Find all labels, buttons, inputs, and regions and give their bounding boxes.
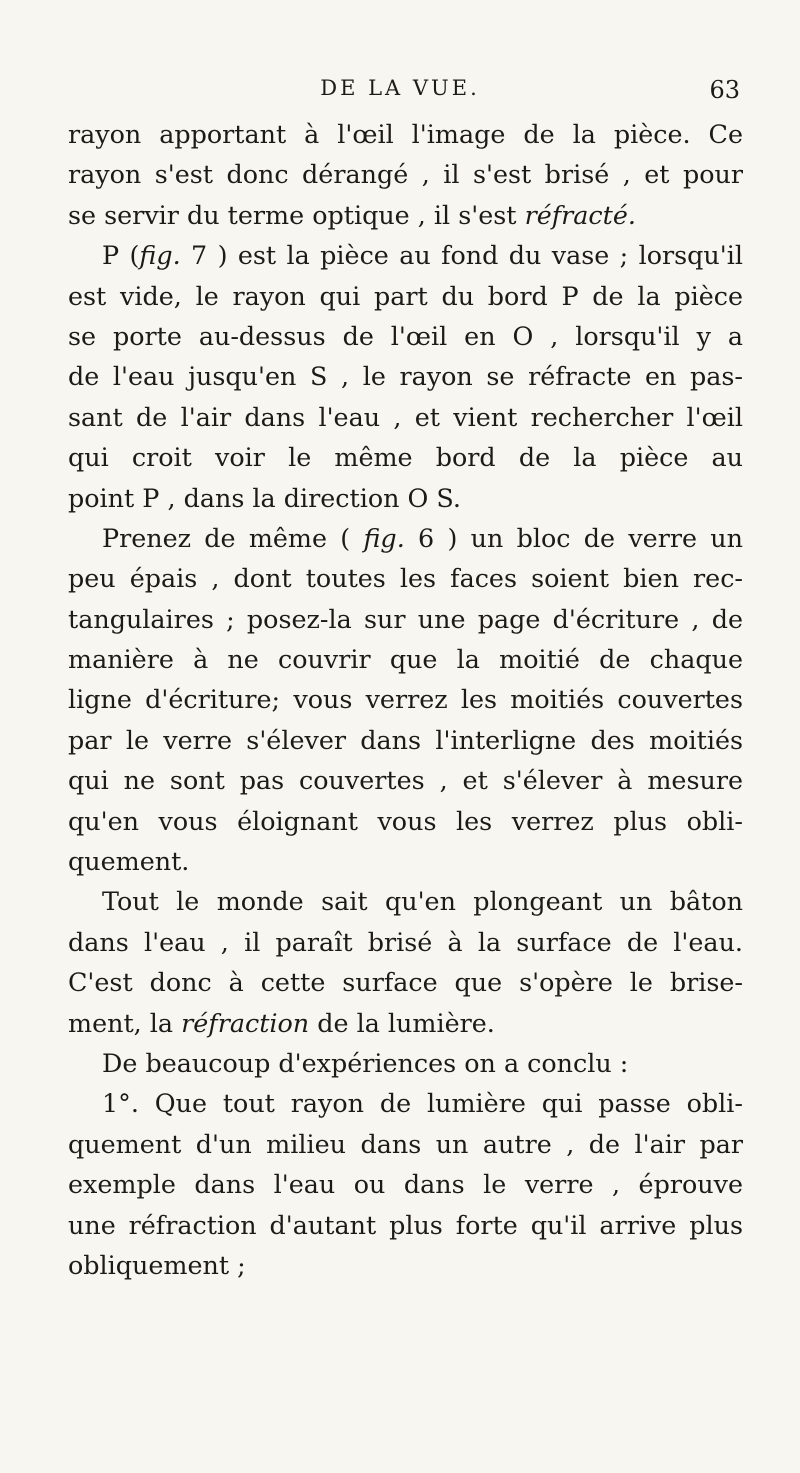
- text-line: ligne d'écriture; vous verrez les moitiés couvertes: [68, 684, 743, 715]
- text-line: qui croit voir le même bord de la pièce au: [68, 442, 743, 473]
- text-line: de l'eau jusqu'en S , le rayon se réfracte en pas-: [68, 361, 743, 392]
- text-line: ment, la réfraction de la lumière.: [68, 1007, 495, 1038]
- text-line: quement d'un milieu dans un autre , de l'air par: [68, 1128, 743, 1159]
- text-line: manière à ne couvrir que la moitié de chaque: [68, 644, 743, 675]
- body-text: [68, 114, 743, 1285]
- text-line: rayon s'est donc dérangé , il s'est brisé , et pour: [68, 159, 743, 190]
- text-line: qui ne sont pas couvertes , et s'élever à mesure: [68, 765, 743, 796]
- text-line: tangulaires ; posez-la sur une page d'écriture , de: [68, 603, 743, 634]
- text-line: se servir du terme optique , il s'est réfracté.: [68, 199, 636, 230]
- text-line: point P , dans la direction O S.: [68, 482, 461, 513]
- text-line: qu'en vous éloignant vous les verrez plus obli-: [68, 805, 743, 836]
- page-header: [60, 76, 740, 112]
- text-line: rayon apportant à l'œil l'image de la pièce. Ce: [68, 119, 743, 149]
- text-line: C'est donc à cette surface que s'opère le brise-: [68, 967, 743, 998]
- text-line: Prenez de même ( fig. 6 ) un bloc de verre un: [102, 522, 743, 553]
- text-line: Tout le monde sait qu'en plongeant un bâton: [102, 886, 743, 917]
- text-line: exemple dans l'eau ou dans le verre , éprouve: [68, 1169, 743, 1200]
- text-line: 1°. Que tout rayon de lumière qui passe obli-: [102, 1088, 743, 1119]
- text-line: par le verre s'élever dans l'interligne des moitiés: [68, 724, 743, 755]
- text-line: se porte au-dessus de l'œil en O , lorsqu'il y a: [68, 320, 743, 351]
- text-line: une réfraction d'autant plus forte qu'il arrive plus: [68, 1209, 743, 1240]
- text-line: quement.: [68, 846, 190, 877]
- text-line: dans l'eau , il paraît brisé à la surface de l'eau.: [68, 926, 743, 957]
- text-line: est vide, le rayon qui part du bord P de la pièce: [68, 280, 743, 311]
- text-line: P (fig. 7 ) est la pièce au fond du vase ; lorsqu'il: [102, 240, 743, 271]
- text-line: peu épais , dont toutes les faces soient bien rec-: [68, 563, 743, 594]
- text-line: De beaucoup d'expériences on a conclu :: [102, 1047, 629, 1078]
- text-line: obliquement ;: [68, 1249, 246, 1280]
- page-number: 63: [709, 76, 740, 104]
- text-line: sant de l'air dans l'eau , et vient rechercher l'œil: [68, 401, 743, 432]
- running-head: DE LA VUE.: [320, 76, 480, 100]
